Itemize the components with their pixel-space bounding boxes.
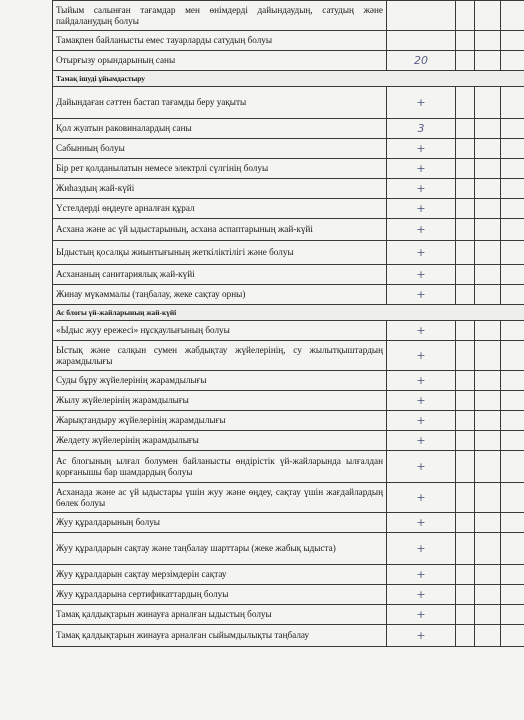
checklist-row xyxy=(53,31,524,51)
item-text: Жарықтандыру жүйелерінің жарамдылығы xyxy=(53,411,387,431)
empty-cell xyxy=(456,411,475,431)
empty-cell xyxy=(501,159,524,179)
item-text: Отырғызу орындарының саны xyxy=(53,51,387,71)
empty-cell xyxy=(456,139,475,159)
empty-cell xyxy=(475,139,501,159)
empty-cell xyxy=(475,87,501,119)
item-text: Ыстық және салқын сумен жабдықтау жүйелерінің, су жылытқыштардың жарамдылығы xyxy=(53,341,387,371)
handwritten-mark: + xyxy=(387,87,456,119)
item-text: Сабынның болуы xyxy=(53,139,387,159)
handwritten-mark: + xyxy=(387,341,456,371)
checklist-row xyxy=(53,451,524,483)
item-text: Тамақпен байланысты емес тауарларды сатудың болуы xyxy=(53,31,387,51)
empty-cell xyxy=(501,119,524,139)
checklist-row xyxy=(53,341,524,371)
item-text: Желдету жүйелерінің жарамдылығы xyxy=(53,431,387,451)
empty-cell xyxy=(475,605,501,625)
empty-cell xyxy=(456,285,475,305)
empty-cell xyxy=(456,483,475,513)
empty-cell xyxy=(475,431,501,451)
checklist-row xyxy=(53,1,524,31)
checklist-row xyxy=(53,285,524,305)
empty-cell xyxy=(501,1,524,31)
checklist-row xyxy=(53,159,524,179)
checklist-rows xyxy=(53,1,524,647)
empty-cell xyxy=(501,31,524,51)
handwritten-mark: + xyxy=(387,431,456,451)
empty-cell xyxy=(501,411,524,431)
section-header-row xyxy=(53,305,524,321)
empty-cell xyxy=(456,265,475,285)
item-text: Асханада және ас үй ыдыстары үшін жуу және өңдеу, сақтау үшін жағдайлардың бөлек болуы xyxy=(53,483,387,513)
handwritten-mark: + xyxy=(387,241,456,265)
handwritten-mark: + xyxy=(387,265,456,285)
handwritten-mark xyxy=(387,1,456,31)
empty-cell xyxy=(501,51,524,71)
empty-cell xyxy=(456,625,475,647)
empty-cell xyxy=(456,371,475,391)
checklist-row xyxy=(53,565,524,585)
item-text: Жуу құралдарын сақтау мерзімдерін сақтау xyxy=(53,565,387,585)
checklist-row xyxy=(53,625,524,647)
empty-cell xyxy=(456,451,475,483)
item-text: Тамақ қалдықтарын жинауға арналған ыдыстың болуы xyxy=(53,605,387,625)
empty-cell xyxy=(475,371,501,391)
checklist-row xyxy=(53,87,524,119)
empty-cell xyxy=(456,585,475,605)
handwritten-mark: + xyxy=(387,285,456,305)
handwritten-mark: + xyxy=(387,533,456,565)
empty-cell xyxy=(456,219,475,241)
handwritten-mark: 3 xyxy=(387,119,456,139)
empty-cell xyxy=(475,241,501,265)
handwritten-mark: + xyxy=(387,605,456,625)
empty-cell xyxy=(501,241,524,265)
item-text: Жуу құралдарының болуы xyxy=(53,513,387,533)
checklist-row xyxy=(53,483,524,513)
checklist-sheet xyxy=(52,0,504,647)
empty-cell xyxy=(501,483,524,513)
empty-cell xyxy=(475,411,501,431)
empty-cell xyxy=(475,219,501,241)
section-title: Ас блогы үй-жайларының жай-күйі xyxy=(53,305,524,321)
handwritten-mark: + xyxy=(387,513,456,533)
handwritten-mark: + xyxy=(387,139,456,159)
empty-cell xyxy=(456,87,475,119)
item-text: Тыйым салынған тағамдар мен өнімдерді дайындаудың, сатудың және пайдаланудың болуы xyxy=(53,1,387,31)
item-text: Асхананың санитариялық жай-күйі xyxy=(53,265,387,285)
handwritten-mark: + xyxy=(387,179,456,199)
item-text: Жылу жүйелерінің жарамдылығы xyxy=(53,391,387,411)
empty-cell xyxy=(475,179,501,199)
empty-cell xyxy=(475,31,501,51)
empty-cell xyxy=(475,533,501,565)
handwritten-mark: + xyxy=(387,321,456,341)
empty-cell xyxy=(456,119,475,139)
section-header-row xyxy=(53,71,524,87)
item-text: Қол жуатын раковиналардың саны xyxy=(53,119,387,139)
checklist-row xyxy=(53,585,524,605)
empty-cell xyxy=(456,179,475,199)
handwritten-mark: + xyxy=(387,159,456,179)
empty-cell xyxy=(501,585,524,605)
empty-cell xyxy=(501,565,524,585)
empty-cell xyxy=(501,451,524,483)
empty-cell xyxy=(456,513,475,533)
checklist-row xyxy=(53,119,524,139)
item-text: Ыдыстың қосалқы жиынтығының жеткіліктілігі және болуы xyxy=(53,241,387,265)
section-title: Тамақ ішуді ұйымдастыру xyxy=(53,71,524,87)
checklist-row xyxy=(53,51,524,71)
empty-cell xyxy=(475,199,501,219)
empty-cell xyxy=(456,31,475,51)
empty-cell xyxy=(475,51,501,71)
checklist-row xyxy=(53,411,524,431)
empty-cell xyxy=(475,285,501,305)
empty-cell xyxy=(475,1,501,31)
checklist-table xyxy=(52,0,524,647)
checklist-row xyxy=(53,241,524,265)
handwritten-mark: + xyxy=(387,371,456,391)
empty-cell xyxy=(456,1,475,31)
empty-cell xyxy=(456,565,475,585)
empty-cell xyxy=(501,431,524,451)
empty-cell xyxy=(456,241,475,265)
checklist-row xyxy=(53,265,524,285)
empty-cell xyxy=(501,139,524,159)
empty-cell xyxy=(475,565,501,585)
checklist-row xyxy=(53,533,524,565)
empty-cell xyxy=(501,285,524,305)
handwritten-mark xyxy=(387,31,456,51)
item-text: Жинау мүкәммалы (таңбалау, жеке сақтау орны) xyxy=(53,285,387,305)
checklist-row xyxy=(53,371,524,391)
empty-cell xyxy=(501,341,524,371)
handwritten-mark: + xyxy=(387,451,456,483)
handwritten-mark: + xyxy=(387,219,456,241)
item-text: Дайындаған сәттен бастап тағамды беру уақыты xyxy=(53,87,387,119)
handwritten-mark: 20 xyxy=(387,51,456,71)
checklist-row xyxy=(53,321,524,341)
item-text: Суды бұру жүйелерінің жарамдылығы xyxy=(53,371,387,391)
handwritten-mark: + xyxy=(387,625,456,647)
empty-cell xyxy=(501,625,524,647)
checklist-row xyxy=(53,179,524,199)
empty-cell xyxy=(456,51,475,71)
empty-cell xyxy=(475,513,501,533)
empty-cell xyxy=(475,341,501,371)
empty-cell xyxy=(456,321,475,341)
item-text: «Ыдыс жуу ережесі» нұсқаулығының болуы xyxy=(53,321,387,341)
item-text: Жиһаздың жай-күйі xyxy=(53,179,387,199)
empty-cell xyxy=(456,199,475,219)
empty-cell xyxy=(475,483,501,513)
item-text: Жуу құралдарын сақтау және таңбалау шарттары (жеке жабық ыдыста) xyxy=(53,533,387,565)
handwritten-mark: + xyxy=(387,391,456,411)
empty-cell xyxy=(501,179,524,199)
empty-cell xyxy=(501,219,524,241)
empty-cell xyxy=(501,265,524,285)
checklist-row xyxy=(53,605,524,625)
item-text: Асхана және ас үй ыдыстарының, асхана аспаптарының жай-күйі xyxy=(53,219,387,241)
empty-cell xyxy=(501,391,524,411)
handwritten-mark: + xyxy=(387,565,456,585)
checklist-row xyxy=(53,219,524,241)
checklist-row xyxy=(53,139,524,159)
item-text: Бір рет қолданылатын немесе электрлі сүлгінің болуы xyxy=(53,159,387,179)
handwritten-mark: + xyxy=(387,483,456,513)
checklist-row xyxy=(53,391,524,411)
handwritten-mark: + xyxy=(387,199,456,219)
empty-cell xyxy=(456,533,475,565)
empty-cell xyxy=(456,391,475,411)
empty-cell xyxy=(501,513,524,533)
empty-cell xyxy=(456,341,475,371)
checklist-row xyxy=(53,199,524,219)
empty-cell xyxy=(475,585,501,605)
empty-cell xyxy=(475,451,501,483)
checklist-row xyxy=(53,431,524,451)
empty-cell xyxy=(475,159,501,179)
empty-cell xyxy=(501,87,524,119)
empty-cell xyxy=(501,605,524,625)
handwritten-mark: + xyxy=(387,585,456,605)
empty-cell xyxy=(475,265,501,285)
handwritten-mark: + xyxy=(387,411,456,431)
checklist-row xyxy=(53,513,524,533)
empty-cell xyxy=(475,119,501,139)
item-text: Ас блогының ылғал болумен байланысты өндірістік үй-жайларында ылғалдан қорғанышы бар шамдардың болуы xyxy=(53,451,387,483)
empty-cell xyxy=(501,199,524,219)
empty-cell xyxy=(456,159,475,179)
item-text: Тамақ қалдықтарын жинауға арналған сыйымдылықты таңбалау xyxy=(53,625,387,647)
empty-cell xyxy=(456,431,475,451)
empty-cell xyxy=(501,533,524,565)
empty-cell xyxy=(475,391,501,411)
empty-cell xyxy=(501,321,524,341)
empty-cell xyxy=(475,321,501,341)
empty-cell xyxy=(456,605,475,625)
empty-cell xyxy=(475,625,501,647)
item-text: Жуу құралдарына сертификаттардың болуы xyxy=(53,585,387,605)
empty-cell xyxy=(501,371,524,391)
item-text: Үстелдерді өңдеуге арналған құрал xyxy=(53,199,387,219)
